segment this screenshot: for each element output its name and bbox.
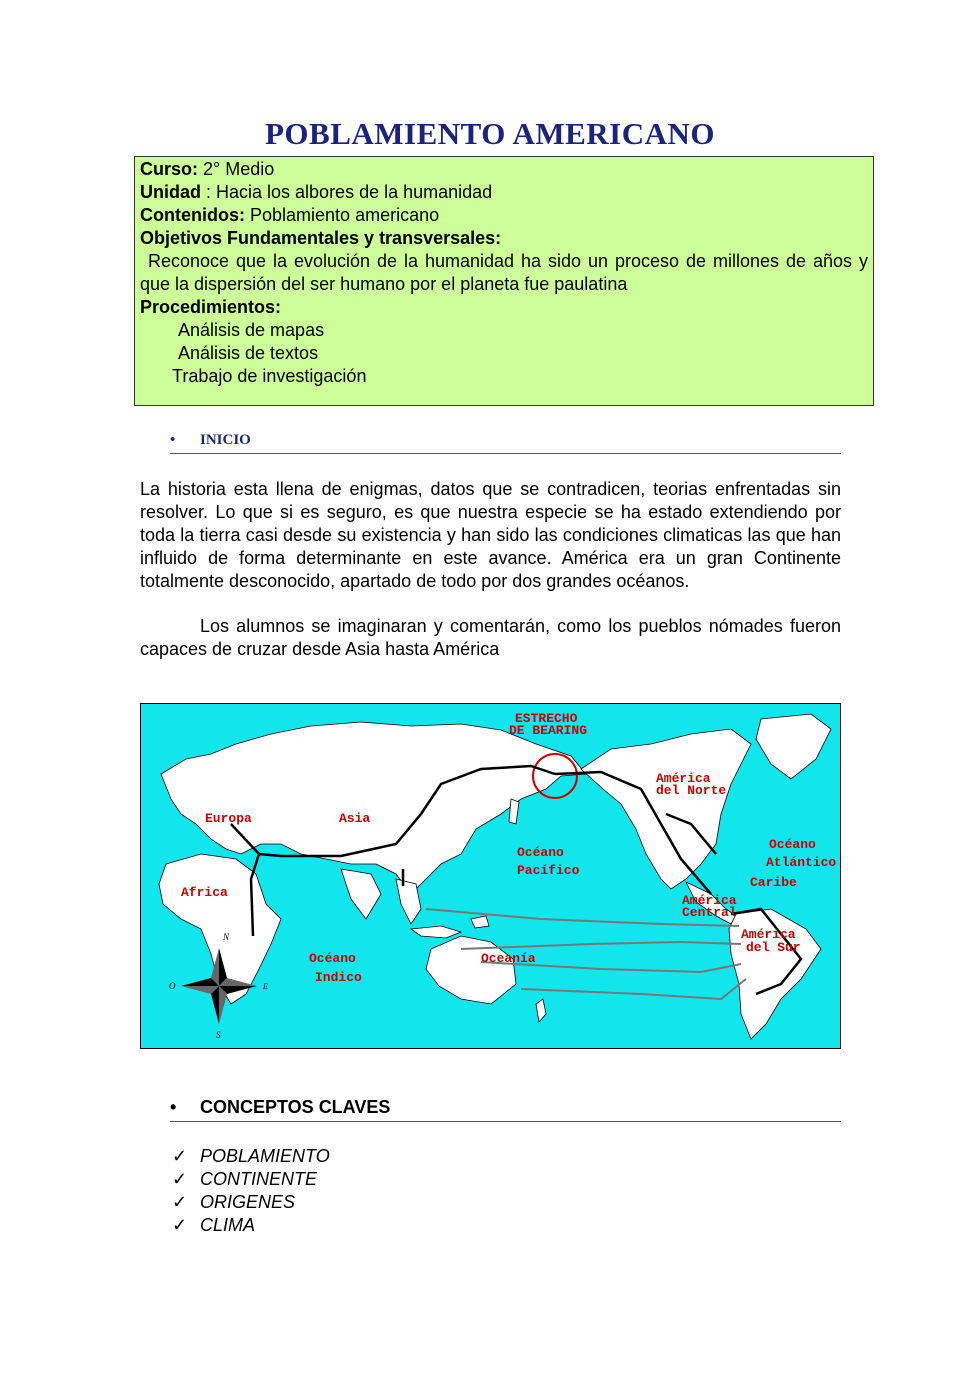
checkmark-icon: ✓ bbox=[172, 1192, 188, 1212]
world-migration-map bbox=[140, 703, 841, 1049]
north-america-landmass bbox=[581, 729, 751, 889]
compass-o: O bbox=[169, 981, 176, 991]
label-estrecho-2: DE BEARING bbox=[509, 723, 588, 738]
label-america-norte-2: del Norte bbox=[656, 783, 727, 798]
inicio-paragraph-1: La historia esta llena de enigmas, datos que se contradicen, teorias enfrentadas sin resolver. Lo que si es seguro, es que nuestra especie se ha estado extendiendo por toda la tierra casi desde su existencia y han sido las condiciones climaticas las que han influido de forma determinante en este avance. América era un gran Continente totalmente desconocido, apartado de todo por dos grandes océanos. bbox=[140, 479, 841, 591]
concept-item: ORIGENES bbox=[200, 1192, 296, 1212]
course-info-box bbox=[134, 156, 874, 406]
bullet-icon: • bbox=[170, 1097, 177, 1117]
list-item bbox=[172, 1214, 330, 1237]
compass-e: E bbox=[263, 982, 268, 991]
procedimientos-row bbox=[140, 296, 868, 319]
concept-item: CLIMA bbox=[200, 1215, 256, 1235]
greenland-landmass bbox=[756, 714, 831, 779]
concept-item: CONTINENTE bbox=[200, 1169, 317, 1189]
label-america-central-2: Central bbox=[682, 905, 737, 920]
inicio-paragraph-2: Los alumnos se imaginaran y comentarán, como los pueblos nómades fueron capaces de cruzar desde Asia hasta América bbox=[140, 616, 841, 659]
curso-value: 2° Medio bbox=[198, 159, 275, 179]
label-caribe: Caribe bbox=[750, 875, 797, 890]
list-item bbox=[172, 1191, 330, 1214]
label-oceano-atlantico-2: Atlántico bbox=[766, 855, 837, 870]
label-america-sur-2: del Sur bbox=[746, 940, 801, 955]
curso-row bbox=[140, 158, 868, 181]
compass-s: S bbox=[216, 1030, 221, 1040]
procedimientos-label: Procedimientos: bbox=[140, 297, 282, 317]
inicio-heading-text: INICIO bbox=[200, 432, 251, 448]
unidad-row bbox=[140, 181, 868, 204]
checkmark-icon: ✓ bbox=[172, 1169, 188, 1189]
concept-item: POBLAMIENTO bbox=[200, 1146, 330, 1166]
sea-route-2 bbox=[461, 942, 741, 949]
list-item bbox=[172, 1145, 330, 1168]
label-america-central-1: América bbox=[682, 893, 737, 908]
label-oceano-indico-2: Indico bbox=[315, 970, 362, 985]
list-item bbox=[172, 1168, 330, 1191]
contenidos-row bbox=[140, 204, 868, 227]
sea-route-4 bbox=[521, 979, 746, 999]
procedimiento-item: Trabajo de investigación bbox=[172, 366, 367, 386]
objetivos-label: Objetivos Fundamentales y transversales: bbox=[140, 228, 502, 248]
label-europa: Europa bbox=[205, 811, 252, 826]
label-oceano-indico-1: Océano bbox=[309, 951, 356, 966]
unidad-value: : Hacia los albores de la humanidad bbox=[201, 182, 493, 202]
australia-landmass bbox=[426, 936, 516, 1004]
label-asia: Asia bbox=[339, 811, 371, 826]
label-oceano-atlantico-1: Océano bbox=[769, 837, 816, 852]
checkmark-icon: ✓ bbox=[172, 1215, 188, 1235]
section-divider bbox=[170, 1121, 841, 1122]
objetivos-row bbox=[140, 227, 868, 250]
inicio-heading bbox=[170, 432, 251, 449]
label-africa: Africa bbox=[181, 885, 228, 900]
concepts-list bbox=[172, 1145, 330, 1237]
islands-landmass bbox=[471, 916, 489, 928]
label-america-sur-1: América bbox=[741, 927, 796, 942]
indonesia-landmass bbox=[411, 926, 461, 938]
page-title: POBLAMIENTO AMERICANO bbox=[265, 116, 715, 151]
objetivos-text: Reconoce que la evolución de la humanidad ha sido un proceso de millones de años y que la dispersión del ser humano por el planeta fue paulatina bbox=[140, 251, 868, 294]
compass-n: N bbox=[223, 932, 230, 942]
conceptos-heading bbox=[170, 1097, 390, 1118]
land-masses bbox=[159, 714, 831, 1039]
map-svg bbox=[141, 704, 840, 1048]
japan-landmass bbox=[509, 799, 519, 824]
label-oceano-pacifico-2: Pacífico bbox=[517, 863, 580, 878]
label-estrecho-1: ESTRECHO bbox=[515, 711, 578, 726]
contenidos-label: Contenidos: bbox=[140, 205, 245, 225]
procedimiento-item: Análisis de textos bbox=[178, 343, 319, 363]
new-zealand-landmass bbox=[536, 999, 546, 1022]
procedimiento-item: Análisis de mapas bbox=[178, 320, 325, 340]
india-landmass bbox=[341, 869, 381, 919]
section-divider bbox=[170, 453, 841, 454]
label-oceano-pacifico-1: Océano bbox=[517, 845, 564, 860]
bullet-icon: • bbox=[170, 432, 176, 448]
curso-label: Curso: bbox=[140, 159, 198, 179]
conceptos-heading-text: CONCEPTOS CLAVES bbox=[200, 1097, 391, 1117]
label-oceania: Oceanía bbox=[481, 951, 536, 966]
contenidos-value: Poblamiento americano bbox=[245, 205, 440, 225]
checkmark-icon: ✓ bbox=[172, 1146, 188, 1166]
label-america-norte-1: América bbox=[656, 771, 711, 786]
unidad-label: Unidad bbox=[140, 182, 201, 202]
